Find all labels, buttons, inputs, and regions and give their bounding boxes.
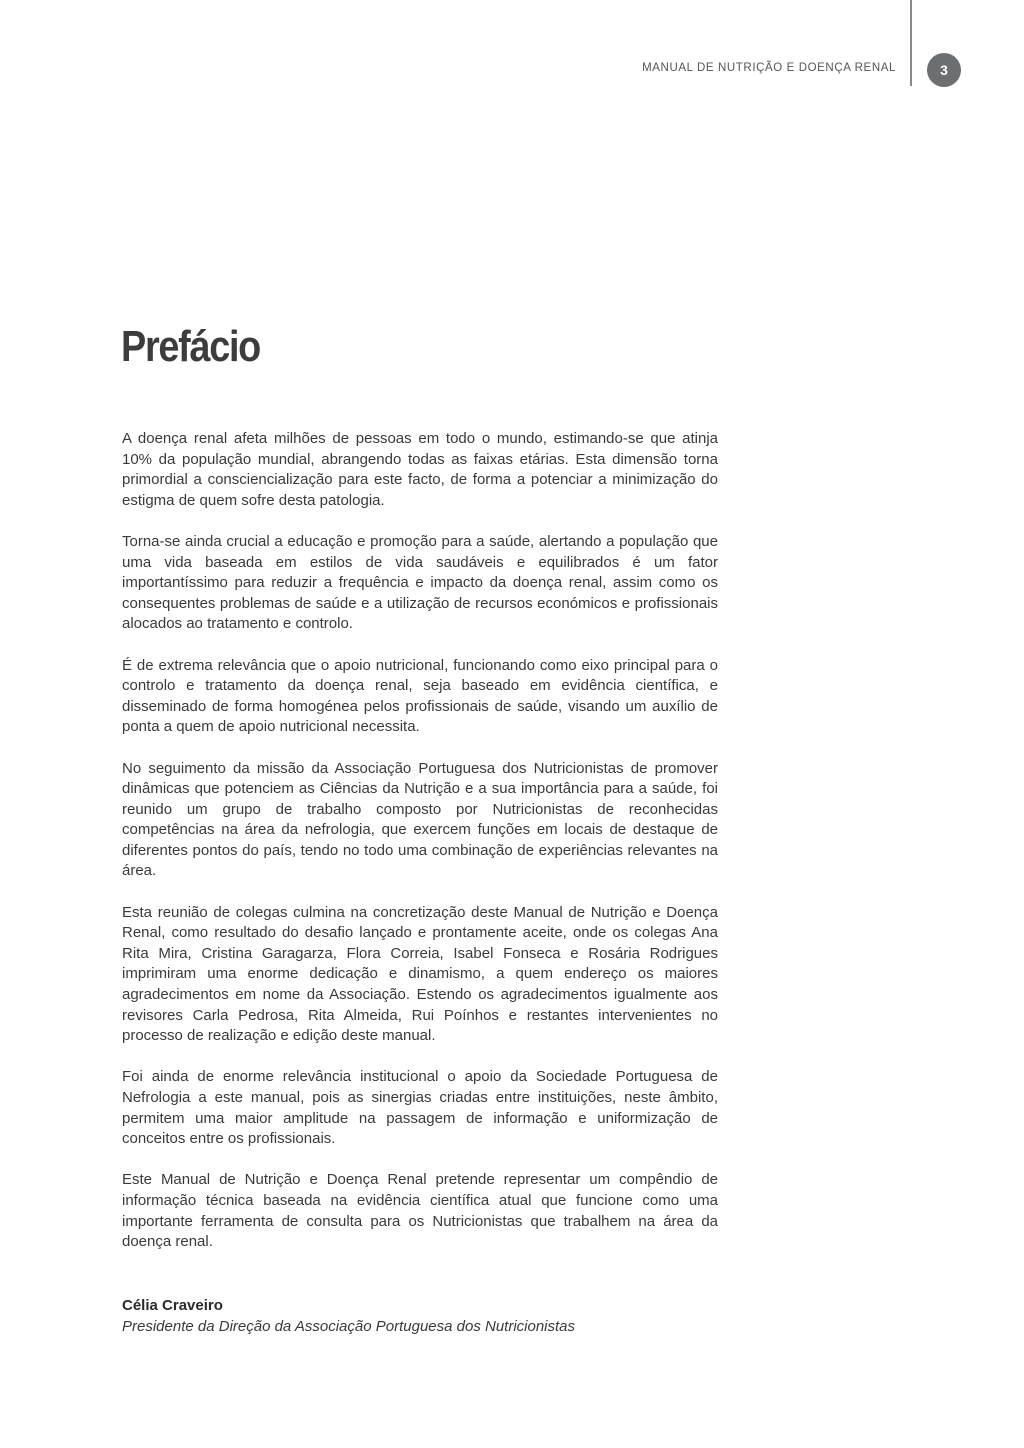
paragraph: Foi ainda de enorme relevância institucional o apoio da Sociedade Portuguesa de Nefrologia a este manual, pois as sinergias criadas entre instituições, neste âmbito, permitem uma maior amplitude na passagem de informação e uniformização de conceitos entre os profissionais. xyxy=(122,1068,718,1148)
page-title: Prefácio xyxy=(121,322,261,371)
paragraph: Esta reunião de colegas culmina na concretização deste Manual de Nutrição e Doença Renal, como resultado do desafio lançado e prontamente aceite, onde os colegas Ana Rita Mira, Cristina Garagarza, Flora Correia, Isabel Fonseca e Rosária Rodrigues imprimiram uma enorme dedicação e dinamismo, a quem endereço os maiores agradecimentos em nome da Associação. Estendo os agradecimentos igualmente aos revisores Carla Pedrosa, Rita Almeida, Rui Poínhos e restantes intervenientes no processo de realização e edição deste manual. xyxy=(122,903,718,1045)
signature-role: Presidente da Direção da Associação Portuguesa dos Nutricionistas xyxy=(122,1317,576,1335)
paragraph: A doença renal afeta milhões de pessoas em todo o mundo, estimando-se que atinja 10% da população mundial, abrangendo todas as faixas etárias. Esta dimensão torna primordial a consciencialização para este facto, de forma a potenciar a minimização do estigma de quem sofre desta patologia. xyxy=(122,430,718,509)
paragraph: No seguimento da missão da Associação Portuguesa dos Nutricionistas de promover dinâmicas que potenciem as Ciências da Nutrição e a sua importância para a saúde, foi reunido um grupo de trabalho composto por Nutricionistas de reconhecidas competências na área da nefrologia, que exercem funções em locais de destaque de diferentes pontos do país, tendo no todo uma combinação de experiências relevantes na área. xyxy=(122,759,718,880)
header-divider xyxy=(910,0,912,86)
signature-name: Célia Craveiro xyxy=(122,1297,223,1314)
preface-body xyxy=(122,429,718,1273)
running-header-title: MANUAL DE NUTRIÇÃO E DOENÇA RENAL xyxy=(642,62,896,74)
paragraph: Torna-se ainda crucial a educação e promoção para a saúde, alertando a população que uma vida baseada em estilos de vida saudáveis e equilibrados é um fator importantíssimo para reduzir a frequência e impacto da doença renal, assim como os consequentes problemas de saúde e a utilização de recursos económicos e profissionais alocados ao tratamento e controlo. xyxy=(122,532,718,633)
paragraph: É de extrema relevância que o apoio nutricional, funcionando como eixo principal para o controlo e tratamento da doença renal, seja baseado em evidência científica, e disseminado de forma homogénea pelos profissionais de saúde, visando um auxílio de ponta a quem de apoio nutricional necessita. xyxy=(122,656,718,736)
paragraph: Este Manual de Nutrição e Doença Renal pretende representar um compêndio de informação técnica baseada na evidência científica atual que funcione como uma importante ferramenta de consulta para os Nutricionistas que trabalhem na área da doença renal. xyxy=(122,1171,718,1251)
page-number-badge: 3 xyxy=(927,53,961,87)
signature-block xyxy=(122,1296,822,1337)
